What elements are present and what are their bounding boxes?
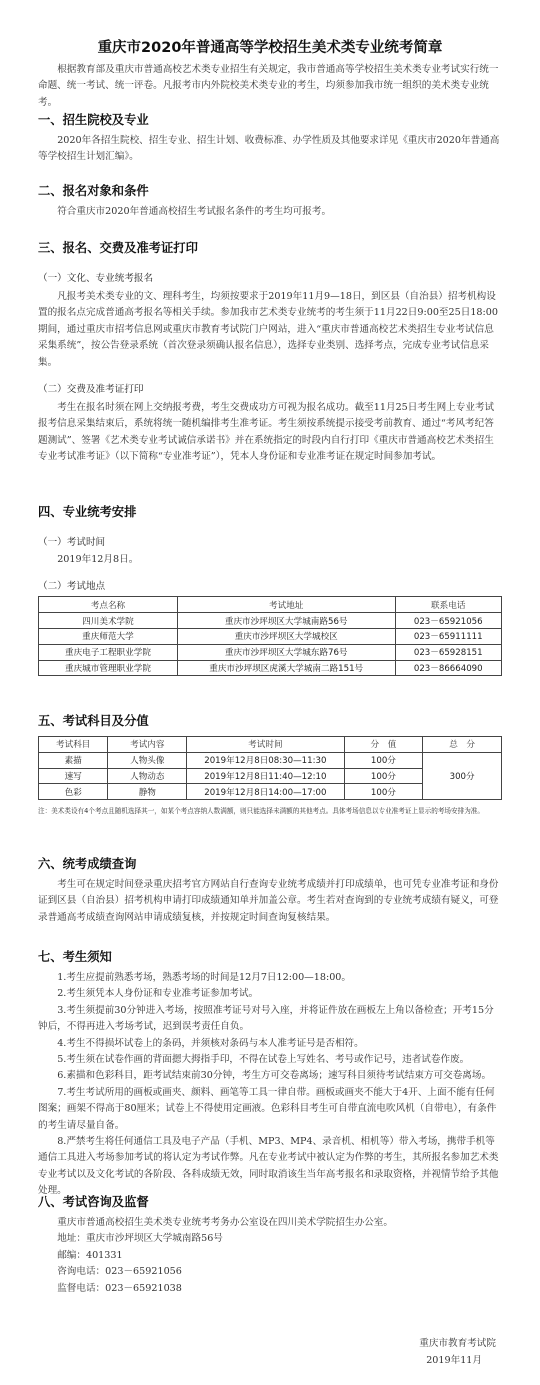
section-6 — [38, 854, 502, 926]
page-title: 重庆市2020年普通高等学校招生美术类专业统考简章 — [97, 40, 443, 56]
table-header: 分 值 — [344, 737, 423, 753]
table-header: 考试内容 — [108, 737, 187, 753]
section-heading: 四、专业统考安排 — [38, 505, 137, 519]
section-heading: 五、考试科目及分值 — [38, 714, 149, 728]
table-row: 重庆电子工程职业学院 重庆市沙坪坝区大学城东路76号 023－65928151 — [39, 644, 502, 660]
contact-line: 重庆市普通高校招生美术类专业统考考务办公室设在四川美术学院招生办公室。 — [57, 1217, 393, 1228]
list-item: 5.考生须在试卷作画的背面摁大拇指手印，不得在试卷上写姓名、考号或作记号，违者试卷作废。 — [57, 1054, 470, 1066]
table-row: 色彩 静物 2019年12月8日14:00—17:00 100分 — [39, 784, 502, 800]
section-heading: 三、报名、交费及准考证打印 — [38, 241, 198, 255]
section-2 — [38, 181, 502, 220]
table-row: 素描 人物头像 2019年12月8日08:30—11:30 100分 300分 — [39, 752, 502, 768]
section-1 — [38, 110, 502, 166]
table-header: 考试科目 — [39, 737, 108, 753]
contact-line: 地址：重庆市沙坪坝区大学城南路56号 — [57, 1233, 223, 1245]
total-score: 300分 — [423, 752, 502, 799]
contact-info — [38, 1215, 502, 1297]
table-row: 速写 人物动态 2019年12月8日11:40—12:10 100分 — [39, 768, 502, 784]
exam-date: 2019年12月8日。 — [57, 554, 139, 565]
exam-locations-table — [38, 596, 502, 676]
table-row: 重庆城市管理职业学院 重庆市沙坪坝区虎溪大学城南二路151号 023－86664090 — [39, 660, 502, 676]
section-heading: 八、考试咨询及监督 — [38, 1195, 149, 1209]
table-header: 联系电话 — [395, 597, 502, 613]
contact-line: 监督电话：023－65921038 — [57, 1282, 182, 1294]
section-heading: 六、统考成绩查询 — [38, 857, 137, 871]
section-text: 凡报考美术类专业的文、理科考生，均须按要求于2019年11月9—18日，到区县（自治县）招考机构设置的报名点完成普通高考报名等相关手续。参加我市艺术类专业统考的考生须于11月22日9:00至25日18:00期间，通过重庆市招考信息网或重庆市教育考试院门户网站，进入“重庆市普通高校艺术类招生专业考试信息采集系统”，按公告登录系统（首次登录须确认报名信息），选择专业类别、选择考点，完成专业考试信息采集。 — [38, 291, 498, 368]
list-item: 4.考生不得损坏试卷上的条码，并须核对条码与本人准考证号是否相符。 — [57, 1037, 364, 1049]
table-header: 考试时间 — [187, 737, 344, 753]
table-header: 总 分 — [423, 737, 502, 753]
section-4 — [38, 502, 502, 676]
contact-line: 咨询电话：023－65921056 — [57, 1266, 182, 1278]
list-item: 1.考生应提前熟悉考场，熟悉考场的时间是12月7日12:00—18:00。 — [57, 972, 352, 983]
notice-list — [38, 970, 502, 1200]
list-item: 7.考生考试所用的画板或画夹、颜料、画笔等工具一律自带。画板或画夹不能大于4开、上面不能有任何图案；画架不得高于80厘米；试卷上不得使用定画液。色彩科目考生可自带直流电吹风机（自带电），有条件的考生请尽量自备。 — [38, 1086, 497, 1131]
table-header: 考试地址 — [177, 597, 395, 613]
table-header: 考点名称 — [39, 597, 178, 613]
table-row: 四川美术学院 重庆市沙坪坝区大学城南路56号 023－65921056 — [39, 613, 502, 629]
section-heading: 二、报名对象和条件 — [38, 184, 149, 198]
list-item: 3.考生须提前30分钟进入考场，按照准考证号对号入座，并将证件放在画板左上角以备检查；开考15分钟后，不得再进入考场考试，迟到误考责任自负。 — [38, 1004, 494, 1033]
section-8 — [38, 1192, 502, 1297]
table-row: 重庆师范大学 重庆市沙坪坝区大学城校区 023－65911111 — [39, 629, 502, 645]
subsection-heading: （一）考试时间 — [38, 537, 106, 548]
signature-org: 重庆市教育考试院 — [419, 1338, 496, 1349]
intro-paragraph: 根据教育部及重庆市普通高校艺术类专业招生有关规定，我市普通高等学校招生美术类专业考试实行统一命题、统一考试、统一评卷。凡报考市内外院校美术类专业的考生，均须参加我市统一组织的美术类专业统考。 — [38, 64, 499, 108]
section-heading: 七、考生须知 — [38, 950, 112, 964]
subsection-heading: （二）交费及准考证打印 — [38, 384, 144, 396]
contact-line: 邮编：401331 — [57, 1249, 123, 1261]
section-3 — [38, 238, 502, 466]
section-5 — [38, 711, 502, 816]
subsection-heading: （二）考试地点 — [38, 581, 106, 593]
table-header-row — [39, 737, 502, 753]
list-item: 8.严禁考生将任何通信工具及电子产品（手机、MP3、MP4、录音机、相机等）带入考场，携带手机等通信工具进入考场参加考试的将认定为考试作弊。凡在专业考试中被认定为作弊的考生，其所报名参加艺术类专业考试以及文化考试的各阶段、各科成绩无效，同时取消该生当年高考报名和录取资格，并视情节给予其他处理。 — [38, 1136, 499, 1197]
section-7 — [38, 947, 502, 1200]
subsection-heading: （一）文化、专业统考报名 — [38, 273, 154, 284]
section-heading: 一、招生院校及专业 — [38, 113, 149, 127]
signature-date: 2019年11月 — [426, 1354, 482, 1366]
list-item: 6.素描和色彩科目，距考试结束前30分钟，考生方可交卷离场；速写科目须待考试结束方可交卷离场。 — [57, 1070, 492, 1082]
section-text: 2020年各招生院校、招生专业、招生计划、收费标准、办学性质及其他要求详见《重庆市2020年普通高等学校招生计划汇编》。 — [38, 135, 500, 163]
section-text: 考生在报名时须在网上交纳报考费，考生交费成功方可视为报名成功。截至11月25日考生网上专业考试报考信息采集结束后，系统将统一随机编排考生准考证。考生须按系统提示接受考前教育、通过“考风考纪答题测试”、签署《艺术类专业考试诚信承诺书》并在系统指定的时段内自行打印《重庆市普通高校艺术类招生专业考试准考证》（以下简称“专业准考证”），凭本人身份证和专业准考证在规定时间参加考试。 — [38, 402, 495, 463]
exam-subjects-table — [38, 736, 502, 800]
table-note: 注：美术类设有4个考点且随机选择其一，如某个考点容纳人数满额，则只能选择未满额的其他考点。具体考场信息以专业准考证上显示的考场安排为准。 — [38, 807, 484, 816]
list-item: 2.考生须凭本人身份证和专业准考证参加考试。 — [57, 988, 259, 1000]
section-text: 符合重庆市2020年普通高校招生考试报名条件的考生均可报考。 — [57, 206, 332, 217]
table-header-row — [39, 597, 502, 613]
section-text: 考生可在规定时间登录重庆招考官方网站自行查询专业统考成绩并打印成绩单，也可凭专业准考证和身份证到区县（自治县）招考机构申请打印成绩通知单并加盖公章。考生若对查询到的专业统考成绩有疑义，可登录普通高考成绩查询网站申请成绩复核，并按规定时间查询复核结果。 — [38, 879, 499, 923]
signature-block — [419, 1336, 496, 1369]
